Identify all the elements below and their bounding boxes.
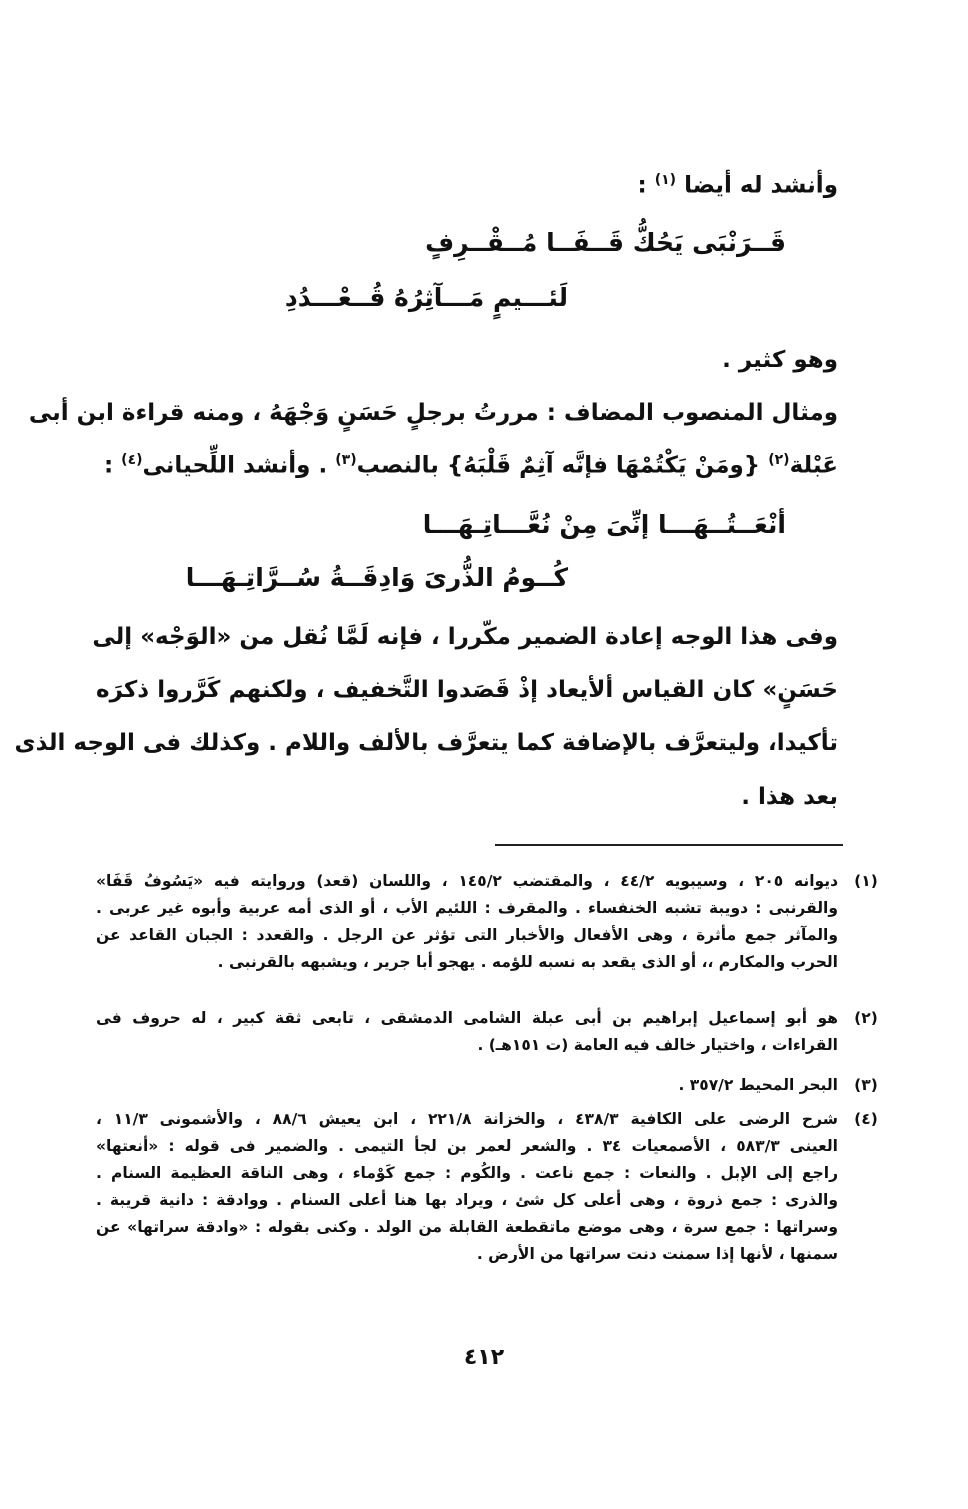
body-text: {ومَنْ يَكْتُمْهَا فإنَّه آثِمٌ قَلْبَهُ} بالنصب: [356, 452, 761, 479]
footnote-line: القراءات ، واختيار خالف فيه العامة (ت ١٥١هـ) .: [477, 1036, 838, 1054]
footnote-2: [96, 1005, 878, 1059]
body-text: :: [637, 172, 647, 199]
footnote-ref-1: (١): [654, 172, 677, 188]
footnote-line: شرح الرضى على الكافية ٤٣٨/٣ ، والخزانة ٢٢١/٨ ، ابن يعيش ٨٨/٦ ، والأشمونى ١١/٣ ،: [96, 1110, 838, 1128]
body-line-3: ومثال المنصوب المضاف : مررتُ برجلٍ حَسَنٍ وَجْهَهُ ، ومنه قراءة ابن أبى: [28, 400, 838, 426]
verse-1: قَــرَنْبَى يَحُكُّ قَــفَــا مُــقْــرِفٍ: [425, 228, 786, 257]
footnote-line: سمنها ، لأنها إذا سمنت دنت سراتها من الأرض .: [476, 1245, 838, 1263]
footnote-1: [96, 868, 878, 976]
footnote-line: البحر المحيط ٣٥٧/٢ .: [678, 1076, 838, 1094]
footnote-ref-4: (٤): [121, 452, 143, 468]
body-line-4: [96, 452, 838, 479]
footnote-number: (٤): [854, 1110, 878, 1128]
body-line-7: تأكيدا، وليتعرَّف بالإضافة كما يتعرَّف بالألف واللام . وكذلك فى الوجه الذى: [14, 730, 838, 756]
footnote-line: الحرب والمكارم ،، أو الذى يقعد به نسبه للؤمه . يهجو أبا جرير ، ويشبهه بالقرنبى .: [217, 953, 838, 971]
body-line-1: [96, 172, 838, 199]
footnote-line: والذرى : جمع ذروة ، وهى أعلى كل شئ ، ويراد بها هنا أعلى السنام . ووادقة : دانية قريبة .: [96, 1191, 838, 1209]
footnote-number: (١): [854, 872, 878, 890]
verse-2: لَئـــيمٍ مَـــآثِرُهُ قُــعْـــدُدِ: [284, 283, 568, 312]
footnote-ref-2: (٢): [768, 452, 790, 468]
footnote-ref-3: (٣): [335, 452, 357, 468]
body-line-8: بعد هذا .: [741, 784, 838, 810]
footnote-3: [96, 1072, 878, 1099]
footnote-number: (٢): [854, 1009, 878, 1027]
footnote-line: وسراتها : جمع سرة ، وهى موضع ماتقطعة القابلة من الولد . وكنى بقوله : «وادقة سراتها» عن: [96, 1218, 838, 1236]
body-line-6: حَسَنٍ» كان القياس ألأيعاد إذْ قَصَدوا التَّخفيف ، ولكنهم كَرَّروا ذكرَه: [96, 677, 838, 703]
footnote-separator: [495, 844, 843, 846]
footnote-line: والقرنبى : دويبة تشبه الخنفساء . والمقرف : اللئيم الأب ، أو الذى أمه عربية وأبوه غير عربى .: [96, 899, 838, 917]
body-line-5: وفى هذا الوجه إعادة الضمير مكّررا ، فإنه لَمَّا نُقل من «الوَجْه» إلى: [92, 624, 838, 650]
footnote-number: (٣): [854, 1076, 878, 1094]
footnote-4: [96, 1106, 878, 1268]
body-text: وأنشد له أيضا: [684, 172, 838, 199]
verse-3: أنْعَــتُــهَـــا إنِّىَ مِنْ نُعَّـــاتِـهَـــا: [422, 510, 786, 539]
body-text: :: [103, 452, 114, 479]
footnote-line: ديوانه ٢٠٥ ، وسيبويه ٤٤/٢ ، والمقتضب ١٤٥/٢ ، واللسان (قعد) وروايته فيه «يَسُوفُ قَفَا»: [96, 872, 839, 890]
body-text: . وأنشد اللِّحيانى: [142, 452, 328, 479]
body-line-2: وهو كثير .: [722, 347, 838, 373]
footnote-line: العينى ٥٨٣/٣ ، الأصمعيات ٣٤ . والشعر لعمر بن لجأ التيمى . والضمير فى قوله : «أنعتها»: [96, 1137, 838, 1155]
verse-4: كُــومُ الذُّرىَ وَادِقَــةُ سُــرَّاتِـهَـــا: [185, 563, 568, 592]
page-number: ٤١٢: [463, 1345, 505, 1370]
body-text: عَبْلة: [789, 452, 838, 479]
footnote-line: راجع إلى الإبل . والنعات : جمع ناعت . والكُوم : جمع كَوْماء ، وهى الناقة العظيمة السنام .: [96, 1164, 838, 1182]
footnote-line: والمآثر جمع مأثرة ، وهى الأفعال والأخبار التى تؤثر عن الرجل . والقعدد : الجبان القاعد عن: [96, 926, 838, 944]
footnote-line: هو أبو إسماعيل إبراهيم بن أبى عبلة الشامى الدمشقى ، تابعى ثقة كبير ، له حروف فى: [96, 1009, 838, 1027]
